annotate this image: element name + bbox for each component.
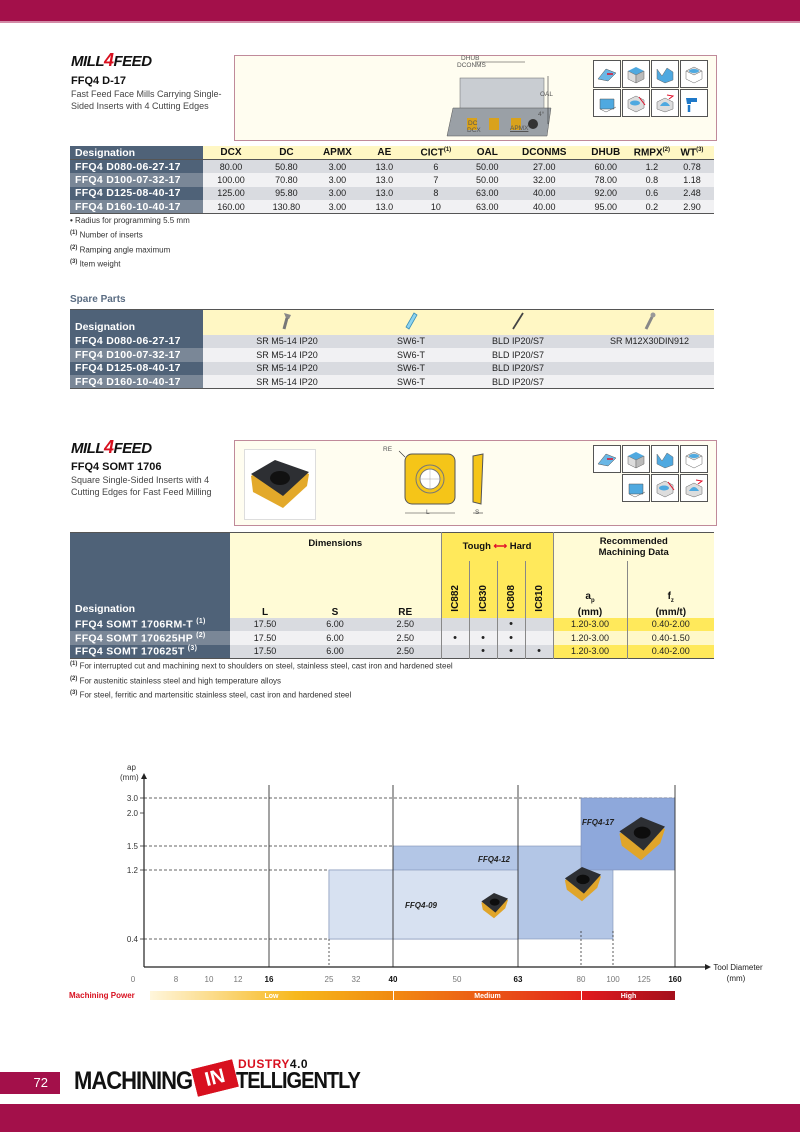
- fz-sub: z: [670, 597, 674, 604]
- dim-cell: 2.50: [370, 618, 441, 632]
- x-tick-label: 80: [576, 975, 586, 984]
- col-wt: [670, 146, 714, 160]
- spare-col-blade: [451, 310, 585, 335]
- col-apmx: APMX: [314, 146, 361, 160]
- designation-text: FFQ4 SOMT 1706RM-T: [75, 618, 193, 631]
- footnote-text: Item weight: [79, 259, 121, 269]
- insert-image-icon: [245, 450, 315, 520]
- col-dcx: DCX: [203, 146, 259, 160]
- dc-label: DC: [468, 120, 478, 127]
- designation-cell: [70, 645, 230, 659]
- spare-parts-table: [70, 309, 714, 389]
- value-cell: 40.00: [511, 187, 578, 201]
- part-cell: [585, 348, 714, 362]
- insert-drawing: [385, 441, 545, 525]
- footnote-text: For steel, ferritic and martensitic stainless steel, cast iron and hardened steel: [79, 690, 352, 700]
- grade-cell: •: [469, 631, 497, 645]
- grade-cell: •: [469, 645, 497, 659]
- blade-icon: [511, 311, 525, 331]
- section2-footnotes: [70, 658, 453, 702]
- ffq4-d17-table: [70, 146, 714, 214]
- chart-svg: [0, 755, 800, 1005]
- designation-cell: [70, 631, 230, 645]
- screw-icon: [280, 311, 294, 331]
- table-row: [70, 200, 714, 214]
- x-tick-label: 63: [513, 975, 523, 984]
- part-cell: BLD IP20/S7: [451, 335, 585, 349]
- x-tick-label: 10: [204, 975, 214, 984]
- designation-cell: FFQ4 D160-10-40-17: [70, 375, 203, 389]
- footnote-text: Radius for programming 5.5 mm: [75, 216, 190, 225]
- spare-col-screw: [203, 310, 371, 335]
- designation-cell: FFQ4 D100-07-32-17: [70, 348, 203, 362]
- col-fz: [627, 561, 714, 618]
- grade-cell: •: [497, 618, 525, 632]
- col-designation-2: Designation: [70, 533, 230, 618]
- ap-label: a: [585, 590, 591, 602]
- y-tick-label: 1.5: [126, 842, 138, 851]
- coolant-icon: [680, 89, 708, 117]
- col-s: S: [300, 561, 370, 618]
- power-band-label: High: [620, 993, 637, 1000]
- footnote-text: Number of inserts: [79, 230, 143, 240]
- spare-row: [70, 335, 714, 349]
- spare-row: [70, 348, 714, 362]
- dim-cell: 2.50: [370, 645, 441, 659]
- value-cell: 0.78: [670, 160, 714, 174]
- desc-line: Cutting Edges for Fast Feed Milling: [71, 487, 212, 497]
- footnote-mark: (2): [70, 244, 78, 251]
- x-tick-label: 160: [668, 975, 682, 984]
- footnote-mark: •: [70, 216, 73, 225]
- value-cell: 130.80: [259, 200, 314, 214]
- y-axis-label: ap: [127, 763, 136, 772]
- designation-cell: FFQ4 D125-08-40-17: [70, 187, 203, 201]
- value-cell: 13.0: [361, 200, 408, 214]
- machining-cell: 0.40-2.00: [627, 645, 714, 659]
- grade-cell: [441, 645, 469, 659]
- section1-footnotes: [70, 215, 190, 271]
- grade-label: IC808: [505, 584, 517, 612]
- shoulder-icon: [622, 60, 650, 88]
- value-cell: 160.00: [203, 200, 259, 214]
- arrow-icon: ⟷: [493, 541, 508, 553]
- value-cell: 63.00: [464, 200, 511, 214]
- sup: (2): [196, 631, 206, 639]
- face-milling-icon: [593, 445, 621, 473]
- application-icons: [593, 60, 708, 117]
- spare-row: [70, 375, 714, 389]
- ffq4-somt-table-body: [70, 618, 714, 659]
- part-cell: [585, 375, 714, 389]
- footnote-mark: (3): [70, 690, 78, 697]
- value-cell: 3.00: [314, 187, 361, 201]
- series-label-FFQ4-12: FFQ4-12: [478, 855, 511, 864]
- footnote-mark: (1): [70, 661, 78, 667]
- part-cell: SW6-T: [371, 362, 451, 376]
- face-milling-icon: [593, 60, 621, 88]
- insert-row: [70, 618, 714, 632]
- dim-cell: 17.50: [230, 645, 300, 659]
- dhub-label: DHUB: [461, 55, 480, 62]
- slotting-icon: [651, 445, 679, 473]
- col-ic882: [441, 561, 469, 618]
- slotting-icon: [651, 60, 679, 88]
- insert-row: [70, 645, 714, 659]
- part-cell: SR M5-14 IP20: [203, 362, 371, 376]
- value-cell: 95.00: [578, 200, 634, 214]
- designation-text: FFQ4 SOMT 170625HP: [75, 632, 193, 644]
- value-cell: 70.80: [259, 173, 314, 187]
- value-cell: 0.8: [634, 173, 670, 187]
- ffq4-somt-table: [70, 532, 714, 659]
- fz-unit: (mm/t): [655, 606, 687, 618]
- footnote-text: Ramping angle maximum: [79, 245, 171, 255]
- x-axis-arrow: [705, 964, 711, 970]
- oal-label: OAL: [540, 91, 554, 98]
- desc-line: Fast Feed Face Mills Carrying Single-: [71, 89, 222, 99]
- table-row: [70, 160, 714, 174]
- rec-line1: Recommended: [599, 535, 668, 547]
- fz-label: f: [667, 590, 671, 602]
- part-cell: BLD IP20/S7: [451, 375, 585, 389]
- y-axis-unit: (mm): [120, 773, 139, 782]
- value-cell: 32.00: [511, 173, 578, 187]
- designation-text: FFQ4 SOMT 170625T: [75, 645, 185, 658]
- grade-label: IC810: [533, 584, 545, 612]
- part-cell: SW6-T: [371, 335, 451, 349]
- product-description-2: [71, 474, 212, 498]
- value-cell: 100.00: [203, 173, 259, 187]
- value-cell: 60.00: [578, 160, 634, 174]
- value-cell: 1.2: [634, 160, 670, 174]
- dim-cell: 17.50: [230, 631, 300, 645]
- value-cell: 13.0: [361, 173, 408, 187]
- machining-cell: 1.20-3.00: [553, 645, 627, 659]
- y-tick-label: 3.0: [126, 794, 138, 803]
- desc-line: Square Single-Sided Inserts with 4: [71, 475, 210, 485]
- ramping-icon: [622, 89, 650, 117]
- value-cell: 95.80: [259, 187, 314, 201]
- shoulder-icon: [622, 445, 650, 473]
- x-tick-label: 12: [233, 975, 243, 984]
- machining-power-label: Machining Power: [69, 991, 135, 1000]
- rec-line2: Machining Data: [598, 546, 669, 558]
- value-cell: 2.90: [670, 200, 714, 214]
- product-title: FFQ4 D-17: [71, 75, 127, 87]
- value-cell: 78.00: [578, 173, 634, 187]
- part-cell: SW6-T: [371, 348, 451, 362]
- designation-cell: [70, 618, 230, 632]
- grade-label: IC882: [449, 584, 461, 612]
- y-tick-label: 2.0: [126, 809, 138, 818]
- designation-cell: FFQ4 D160-10-40-17: [70, 200, 203, 214]
- insert-diagram-box: [234, 440, 717, 526]
- y-tick-label: 1.2: [126, 866, 138, 875]
- bolt-icon: [643, 311, 657, 331]
- insert-row: [70, 631, 714, 645]
- footnote-mark: (1): [70, 230, 78, 236]
- machining-intelligently-logo: MACHINING IN DUSTRY4.0 TELLIGENTLY: [74, 1057, 360, 1095]
- dim-cell: 6.00: [300, 631, 370, 645]
- series-label-FFQ4-09: FFQ4-09: [405, 901, 438, 910]
- footnote: [70, 673, 453, 688]
- value-cell: 50.00: [464, 173, 511, 187]
- col-wt-label: WT: [680, 147, 697, 159]
- footnote: [70, 215, 190, 227]
- tough-label: Tough: [462, 541, 491, 553]
- desc-line: Sided Inserts with 4 Cutting Edges: [71, 101, 209, 111]
- part-cell: SR M5-14 IP20: [203, 348, 371, 362]
- tough-hard-header: [441, 533, 553, 561]
- helical-icon: [680, 474, 708, 502]
- designation-cell: FFQ4 D125-08-40-17: [70, 362, 203, 376]
- dcx-label: DCX: [467, 127, 481, 134]
- value-cell: 27.00: [511, 160, 578, 174]
- footnote-mark: (3): [70, 259, 78, 266]
- part-cell: SR M5-14 IP20: [203, 375, 371, 389]
- value-cell: 92.00: [578, 187, 634, 201]
- ramping-icon: [651, 474, 679, 502]
- value-cell: 50.80: [259, 160, 314, 174]
- ap-sub: p: [590, 597, 595, 604]
- col-ic830: [469, 561, 497, 618]
- dim-cell: 6.00: [300, 618, 370, 632]
- col-designation: Designation: [70, 146, 203, 160]
- x-tick-label: 32: [351, 975, 361, 984]
- col-cict-label: CICT: [420, 147, 444, 159]
- designation-cell: FFQ4 D080-06-27-17: [70, 160, 203, 174]
- power-band-label: Medium: [474, 993, 501, 1000]
- part-cell: BLD IP20/S7: [451, 348, 585, 362]
- key-icon: [404, 311, 418, 331]
- x-tick-label: 125: [637, 975, 651, 984]
- x-axis-unit: (mm): [726, 974, 746, 983]
- dconms-label: DCONMS: [457, 62, 486, 69]
- col-re: RE: [370, 561, 441, 618]
- footnote: [70, 256, 190, 271]
- x-tick-label: 8: [173, 975, 179, 984]
- machining-cell: 0.40-2.00: [627, 618, 714, 632]
- spare-col-designation: Designation: [70, 310, 203, 335]
- table-row: [70, 187, 714, 201]
- y-tick-label: 0.4: [126, 935, 138, 944]
- value-cell: 7: [408, 173, 464, 187]
- insert-photo: [244, 449, 316, 520]
- grade-label: IC830: [477, 584, 489, 612]
- spare-col-bolt: [585, 310, 714, 335]
- application-range-chart: [0, 755, 800, 1005]
- value-cell: 10: [408, 200, 464, 214]
- sup: (3): [696, 146, 704, 153]
- footnote: [70, 242, 190, 257]
- sup: (1): [196, 618, 206, 625]
- grade-cell: •: [525, 645, 553, 659]
- part-cell: BLD IP20/S7: [451, 362, 585, 376]
- part-cell: SW6-T: [371, 375, 451, 389]
- value-cell: 13.0: [361, 187, 408, 201]
- grade-cell: [525, 631, 553, 645]
- product-title-2: FFQ4 SOMT 1706: [71, 461, 162, 473]
- machining-cell: 1.20-3.00: [553, 618, 627, 632]
- footnote-text: For interrupted cut and machining next to shoulders on steel, stainless steel, cast iron and hardened steel: [79, 661, 453, 671]
- profiling-icon: [593, 89, 621, 117]
- tool-diagram-box: [234, 55, 717, 141]
- sup: (1): [443, 146, 452, 153]
- value-cell: 0.2: [634, 200, 670, 214]
- value-cell: 80.00: [203, 160, 259, 174]
- pocketing-icon: [680, 60, 708, 88]
- col-rmpx: [634, 146, 670, 160]
- value-cell: 8: [408, 187, 464, 201]
- ffq4-d17-table-body: [70, 160, 714, 214]
- col-dhub: DHUB: [578, 146, 634, 160]
- col-l: L: [230, 561, 300, 618]
- designation-cell: FFQ4 D100-07-32-17: [70, 173, 203, 187]
- value-cell: 50.00: [464, 160, 511, 174]
- pocketing-icon: [680, 445, 708, 473]
- grade-cell: [441, 618, 469, 632]
- spare-col-key: [371, 310, 451, 335]
- value-cell: 40.00: [511, 200, 578, 214]
- power-band-label: Low: [264, 993, 279, 1000]
- grade-cell: •: [497, 645, 525, 659]
- angle-label: 4°: [538, 111, 545, 118]
- apmx-label: APMX: [510, 125, 529, 132]
- empty-cell: [593, 474, 621, 502]
- x-tick-label: 0: [130, 975, 136, 984]
- grade-cell: [469, 618, 497, 632]
- spare-parts-body: [70, 335, 714, 389]
- value-cell: 3.00: [314, 200, 361, 214]
- col-ap: [553, 561, 627, 618]
- dimensions-header: Dimensions: [230, 533, 441, 561]
- dim-cell: 17.50: [230, 618, 300, 632]
- col-ae: AE: [361, 146, 408, 160]
- mill4feed-logo-2: MILL4FEED: [71, 437, 152, 457]
- sup: (3): [187, 644, 198, 652]
- spare-row: [70, 362, 714, 376]
- mill4feed-logo: MILL4FEED: [71, 50, 152, 70]
- part-cell: SR M5-14 IP20: [203, 335, 371, 349]
- x-tick-label: 50: [452, 975, 462, 984]
- helical-icon: [651, 89, 679, 117]
- footnote: [70, 658, 453, 673]
- profiling-icon: [622, 474, 650, 502]
- grade-cell: [525, 618, 553, 632]
- col-cict: [408, 146, 464, 160]
- part-cell: [585, 362, 714, 376]
- table-row: [70, 173, 714, 187]
- col-dconms: DCONMS: [511, 146, 578, 160]
- x-tick-label: 16: [264, 975, 274, 984]
- machining-cell: 0.40-1.50: [627, 631, 714, 645]
- value-cell: 6: [408, 160, 464, 174]
- value-cell: 125.00: [203, 187, 259, 201]
- part-cell: SR M12X30DIN912: [585, 335, 714, 349]
- top-brand-bar: [0, 0, 800, 23]
- x-tick-label: 40: [388, 975, 398, 984]
- y-axis-arrow: [141, 773, 147, 779]
- product-description: [71, 88, 222, 112]
- value-cell: 63.00: [464, 187, 511, 201]
- x-axis-label: Tool Diameter: [713, 963, 763, 972]
- l-label: L: [426, 509, 430, 516]
- footnote: [70, 227, 190, 242]
- footnote: [70, 687, 453, 702]
- grade-cell: •: [497, 631, 525, 645]
- sup: (2): [662, 146, 670, 153]
- dim-cell: 6.00: [300, 645, 370, 659]
- page-number: 72: [0, 1072, 60, 1094]
- value-cell: 2.48: [670, 187, 714, 201]
- ap-unit: (mm): [577, 606, 603, 618]
- value-cell: 13.0: [361, 160, 408, 174]
- rec-machining-header: [553, 533, 714, 561]
- hard-label: Hard: [509, 541, 532, 553]
- value-cell: 3.00: [314, 173, 361, 187]
- footnote-mark: (2): [70, 675, 78, 682]
- footnote-text: For austenitic stainless steel and high temperature alloys: [79, 676, 282, 686]
- col-dc: DC: [259, 146, 314, 160]
- application-icons-2: [593, 445, 708, 502]
- value-cell: 3.00: [314, 160, 361, 174]
- col-oal: OAL: [464, 146, 511, 160]
- dim-cell: 2.50: [370, 631, 441, 645]
- machining-cell: 1.20-3.00: [553, 631, 627, 645]
- bottom-brand-bar: [0, 1104, 800, 1132]
- series-label-FFQ4-17: FFQ4-17: [582, 818, 615, 827]
- x-tick-label: 25: [324, 975, 334, 984]
- x-tick-label: 100: [606, 975, 620, 984]
- value-cell: 0.6: [634, 187, 670, 201]
- value-cell: 1.18: [670, 173, 714, 187]
- spare-parts-title: Spare Parts: [70, 294, 126, 305]
- col-ic810: [525, 561, 553, 618]
- s-label: S: [475, 509, 480, 516]
- re-label: RE: [383, 446, 393, 453]
- grade-cell: •: [441, 631, 469, 645]
- designation-cell: FFQ4 D080-06-27-17: [70, 335, 203, 349]
- col-ic808: [497, 561, 525, 618]
- col-rmpx-label: RMPX: [633, 147, 663, 159]
